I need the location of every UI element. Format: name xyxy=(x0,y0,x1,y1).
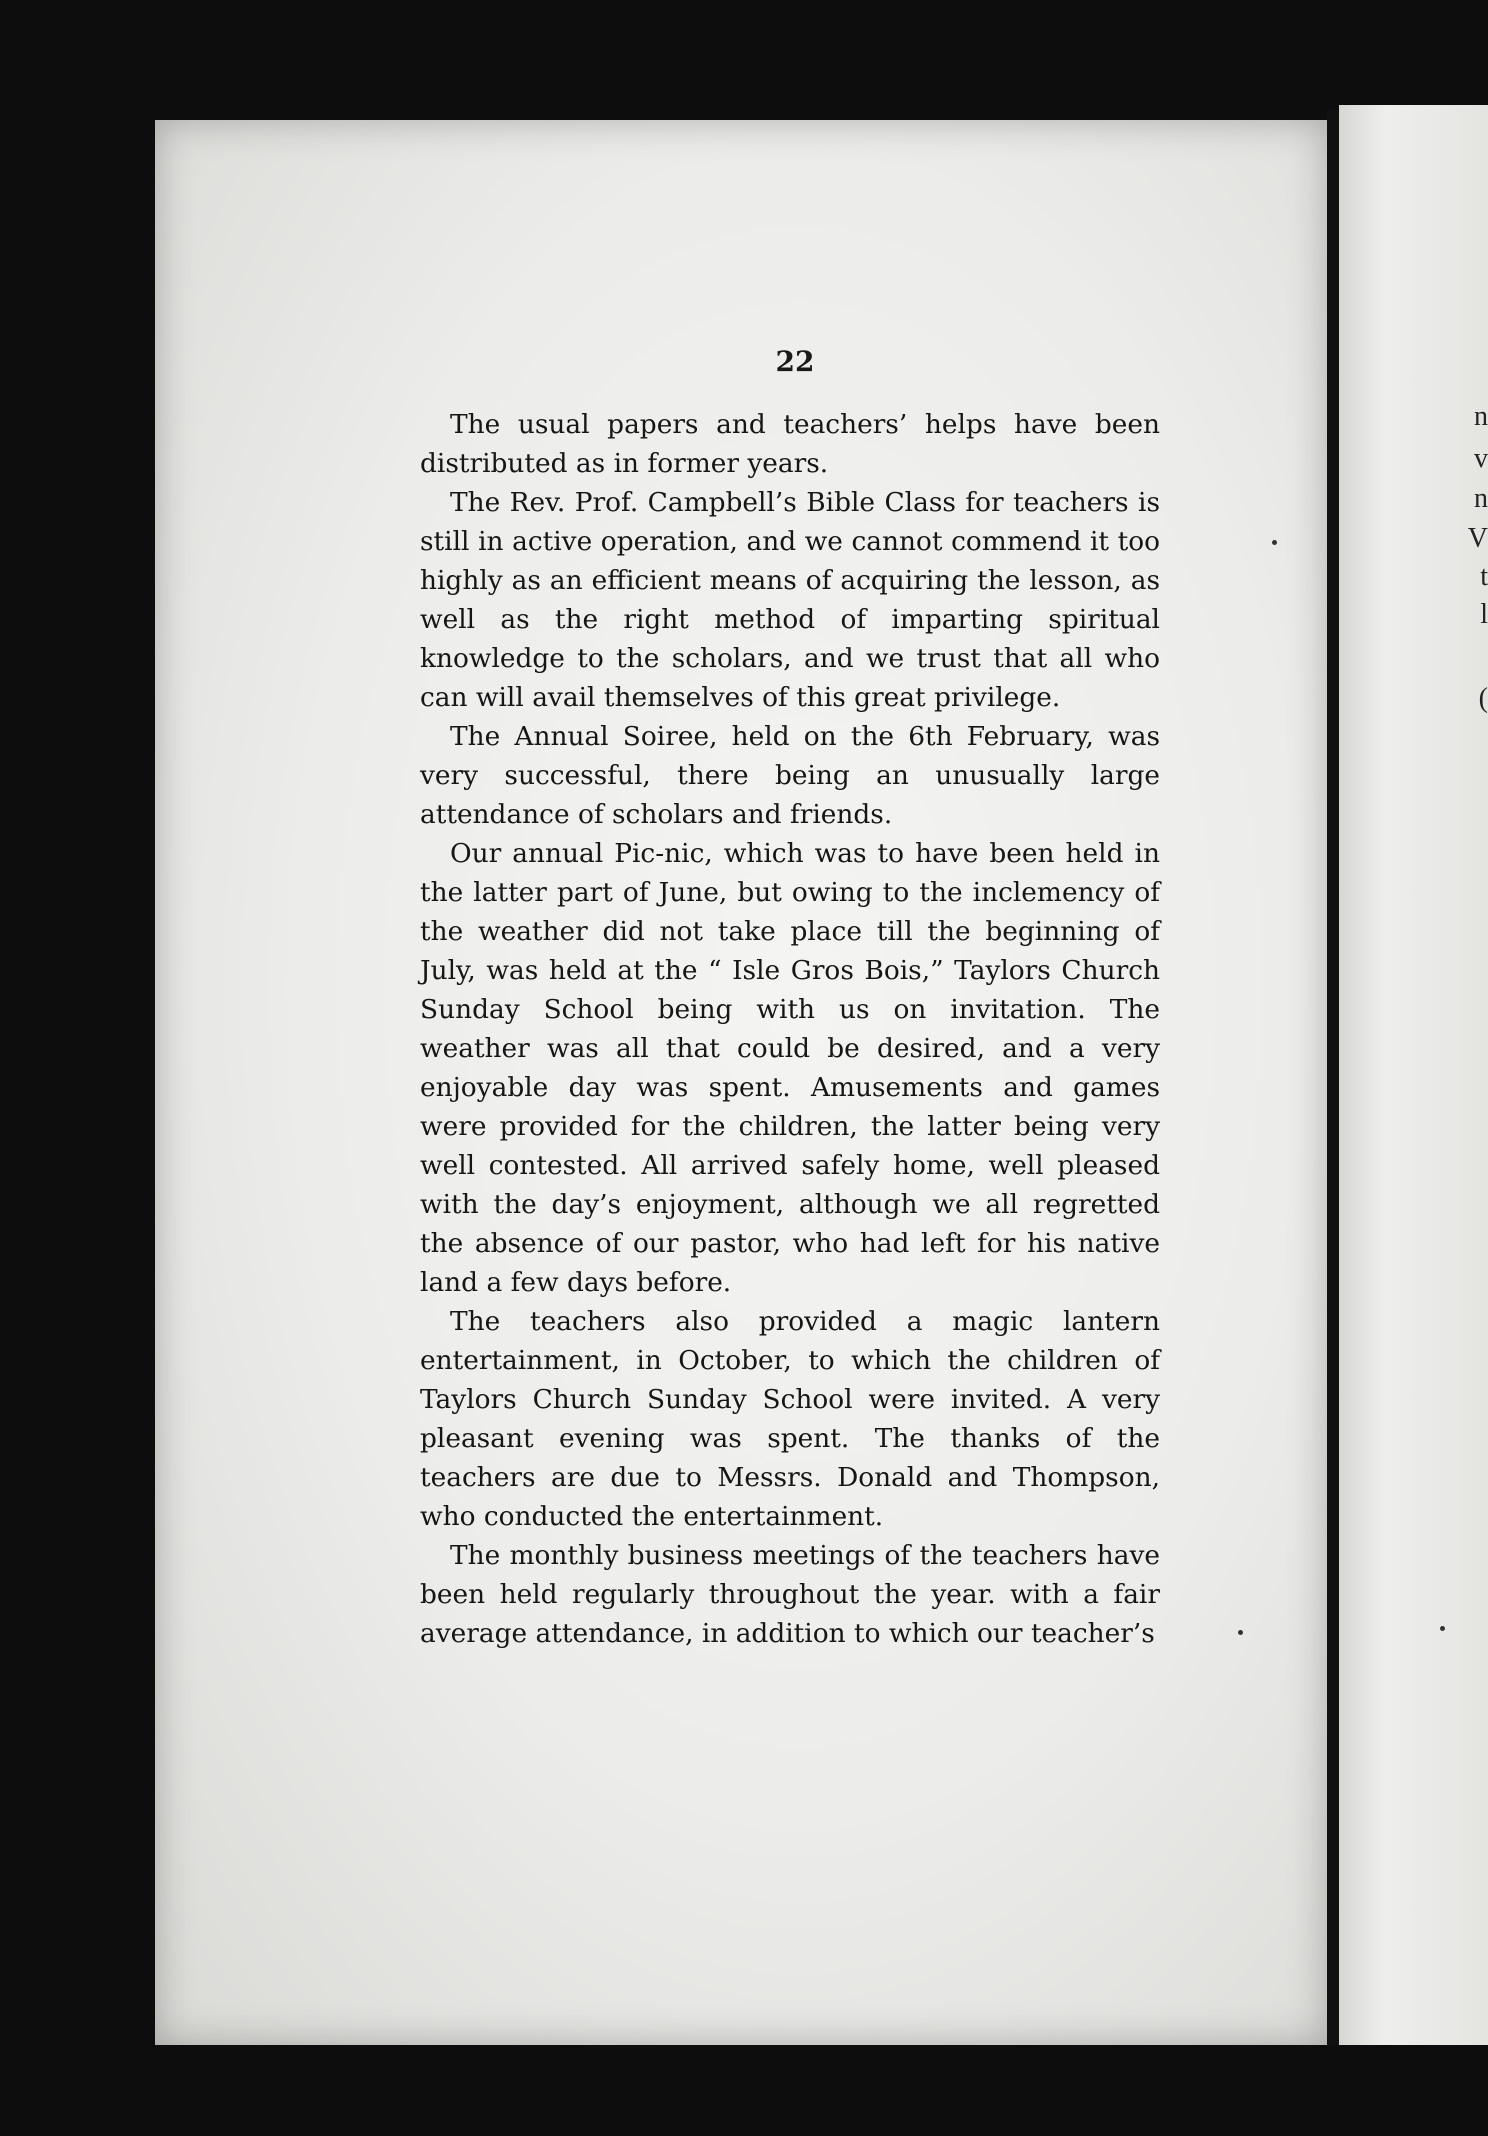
page-gutter xyxy=(1327,110,1339,2045)
facing-page-letter: t xyxy=(1480,561,1488,592)
paragraph: The usual papers and teachers’ helps have been distributed as in former years. xyxy=(420,409,1160,479)
facing-page-letter: l xyxy=(1480,599,1488,630)
scan-speck xyxy=(1238,1630,1243,1635)
paragraph: The monthly business meetings of the teachers have been held regularly throughout the year. with a fair average attendance, in addition to which our teacher’s xyxy=(420,1540,1160,1649)
facing-page-edge xyxy=(1339,105,1488,2045)
body-text xyxy=(420,345,1160,1653)
page-number: 22 xyxy=(775,345,815,378)
facing-page-letter: n xyxy=(1474,401,1488,432)
paragraph: The teachers also provided a magic lantern entertainment, in October, to which the children of Taylors Church Sunday School were invited. A very pleasant evening was spent. The thanks of the teachers are due to Messrs. Donald and Thompson, who conducted the entertainment. xyxy=(420,1306,1160,1532)
facing-page-letter: v xyxy=(1474,443,1488,474)
scan-speck xyxy=(1440,1626,1445,1631)
scan-speck xyxy=(1272,540,1277,545)
paragraph: Our annual Pic-nic, which was to have been held in the latter part of June, but owing to the inclemency of the weather did not take place till the beginning of July, was held at the “ Isle Gros Bois,” Taylors Church Sunday School being with us on invitation. The weather was all that could be desired, and a very enjoyable day was spent. Amusements and games were provided for the children, the latter being very well contested. All arrived safely home, well pleased with the day’s enjoyment, although we all regretted the absence of our pastor, who had left for his native land a few days before. xyxy=(420,838,1160,1298)
paragraph: The Annual Soiree, held on the 6th February, was very successful, there being an unusually large attendance of scholars and friends. xyxy=(420,721,1160,830)
paragraph: The Rev. Prof. Campbell’s Bible Class for teachers is still in active operation, and we cannot commend it too highly as an efficient means of acquiring the lesson, as well as the right method of imparting spiritual knowledge to the scholars, and we trust that all who can will avail themselves of this great privilege. xyxy=(420,487,1160,713)
facing-page-letter: ( xyxy=(1478,683,1488,714)
facing-page-letter: V xyxy=(1467,523,1488,554)
facing-page-letter: n xyxy=(1474,483,1488,514)
